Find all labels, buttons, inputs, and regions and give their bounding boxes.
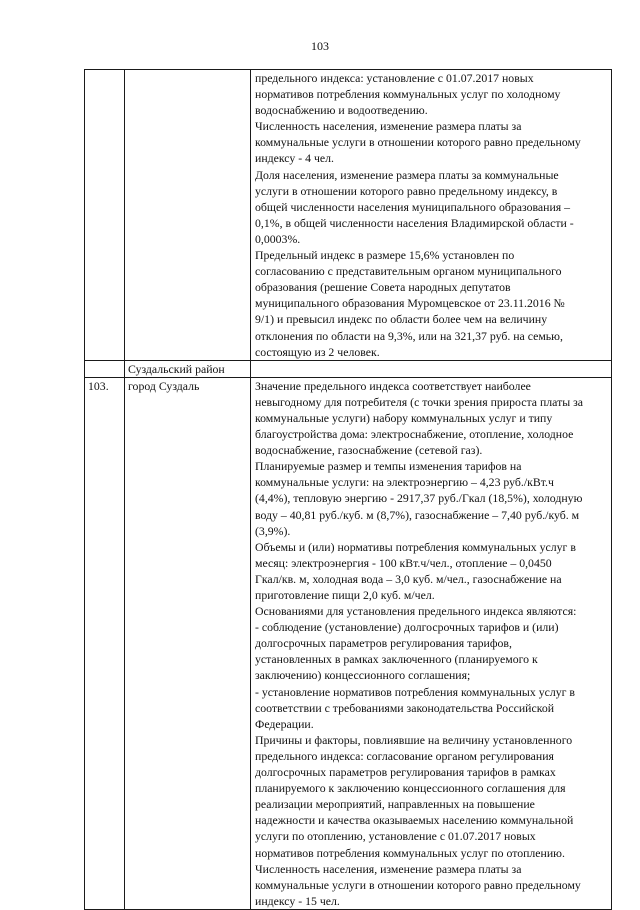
text-line: услуги по отоплению, установление с 01.07.2017 новых bbox=[255, 829, 536, 844]
text-line: - соблюдение (установление) долгосрочных тарифов и (или) bbox=[255, 620, 559, 635]
table-row bbox=[85, 70, 612, 361]
text-line: водоснабжению и водоотведению. bbox=[255, 103, 428, 118]
text-line: установленных в рамках заключенного (планируемого к bbox=[255, 652, 538, 667]
text-line: Предельный индекс в размере 15,6% установлен по bbox=[255, 248, 515, 263]
text-line: образования (решение Совета народных депутатов bbox=[255, 280, 511, 295]
region-name-cell: Суздальский район bbox=[125, 360, 251, 377]
description-cell bbox=[251, 70, 612, 361]
text-line: Значение предельного индекса соответствует наиболее bbox=[255, 378, 531, 393]
municipality-index-table bbox=[84, 69, 612, 910]
text-line: (3,9%). bbox=[255, 523, 291, 538]
description-cell bbox=[251, 377, 612, 909]
text-line: приготовление пищи 2,0 куб. м/чел. bbox=[255, 588, 435, 602]
text-line: Планируемые размер и темпы изменения тарифов на bbox=[255, 459, 522, 474]
text-line: отклонения по области на 9,3%, или на 321,37 руб. на семью, bbox=[255, 328, 563, 343]
text-line: состоящую из 2 человек. bbox=[255, 344, 380, 359]
text-line: нормативов потребления коммунальных услуг по холодному bbox=[255, 87, 561, 102]
text-line: Гкал/кв. м, холодная вода – 3,0 куб. м/чел., газоснабжение на bbox=[255, 571, 562, 586]
text-line: индексу - 15 чел. bbox=[255, 893, 340, 908]
text-line: воду – 40,81 руб./куб. м (8,7%), газоснабжение – 7,40 руб./куб. м bbox=[255, 507, 580, 522]
text-line: предельного индекса: согласование органом регулирования bbox=[255, 748, 554, 763]
municipality-cell: город Суздаль bbox=[125, 377, 251, 909]
text-line: коммунальные услуги в отношении которого равно предельному bbox=[255, 135, 581, 150]
text-line: коммунальные услуги в отношении которого равно предельному bbox=[255, 877, 581, 892]
text-line: водоснабжение, газоснабжение (сетевой газ). bbox=[255, 443, 483, 458]
text-line: предельного индекса: установление с 01.07.2017 новых bbox=[255, 71, 534, 85]
text-line: согласованию с представительным органом муниципального bbox=[255, 264, 562, 279]
region-row bbox=[85, 360, 612, 377]
text-line: надежности и качества оказываемых населению коммунальной bbox=[255, 813, 574, 828]
text-line: индексу - 4 чел. bbox=[255, 151, 334, 166]
text-line: общей численности населения муниципального образования – bbox=[255, 199, 571, 214]
text-line: соответствии с требованиями законодательства Российской bbox=[255, 700, 555, 715]
table-row bbox=[85, 377, 612, 909]
text-line: Численность населения, изменение размера платы за bbox=[255, 861, 522, 876]
text-line: коммунальные услуги) набору коммунальных услуг и типу bbox=[255, 410, 553, 425]
row-number-cell bbox=[85, 70, 125, 361]
text-line: заключению) концессионного соглашения; bbox=[255, 668, 471, 683]
text-line: Доля населения, изменение размера платы за коммунальные bbox=[255, 167, 559, 182]
text-line: муниципального образования Муромцевское от 23.11.2016 № bbox=[255, 296, 565, 311]
row-number-cell bbox=[85, 360, 125, 377]
text-line: Численность населения, изменение размера платы за bbox=[255, 119, 522, 134]
text-line: долгосрочных параметров регулирования тарифов, bbox=[255, 636, 512, 651]
text-line: благоустройства дома: электроснабжение, отопление, холодное bbox=[255, 427, 574, 442]
page-number: 103 bbox=[311, 39, 329, 53]
text-line: долгосрочных параметров регулирования тарифов в рамках bbox=[255, 765, 556, 780]
text-line: 0,0003%. bbox=[255, 231, 301, 246]
text-line: коммунальные услуги: на электроэнергию – 4,23 руб./кВт.ч bbox=[255, 475, 554, 490]
text-line: (4,4%), тепловую энергию - 2917,37 руб./Гкал (18,5%), холодную bbox=[255, 491, 583, 506]
text-line: Объемы и (или) нормативы потребления коммунальных услуг в bbox=[255, 539, 576, 554]
municipality-cell bbox=[125, 70, 251, 361]
text-line: - установление нормативов потребления коммунальных услуг в bbox=[255, 684, 575, 699]
text-line: планируемого к заключению концессионного соглашения для bbox=[255, 781, 566, 796]
text-line: Причины и факторы, повлиявшие на величину установленного bbox=[255, 732, 573, 747]
text-line: реализации мероприятий, направленных на повышение bbox=[255, 797, 535, 812]
text-line: невыгодному для потребителя (с точки зрения прироста платы за bbox=[255, 394, 583, 409]
text-line: Федерации. bbox=[255, 716, 314, 731]
text-line: Основаниями для установления предельного индекса являются: bbox=[255, 604, 577, 619]
text-line: услуги в отношении которого равно предельному индексу, в bbox=[255, 183, 558, 198]
text-line: 0,1%, в общей численности населения Владимирской области - bbox=[255, 215, 574, 230]
text-line: 9/1) и превысил индекс по области более чем на величину bbox=[255, 312, 548, 327]
row-number-cell: 103. bbox=[85, 377, 125, 909]
text-line: нормативов потребления коммунальных услуг по отоплению. bbox=[255, 845, 565, 860]
description-cell bbox=[251, 360, 612, 377]
text-line: месяц: электроэнергия - 100 кВт.ч/чел., отопление – 0,0450 bbox=[255, 555, 552, 570]
